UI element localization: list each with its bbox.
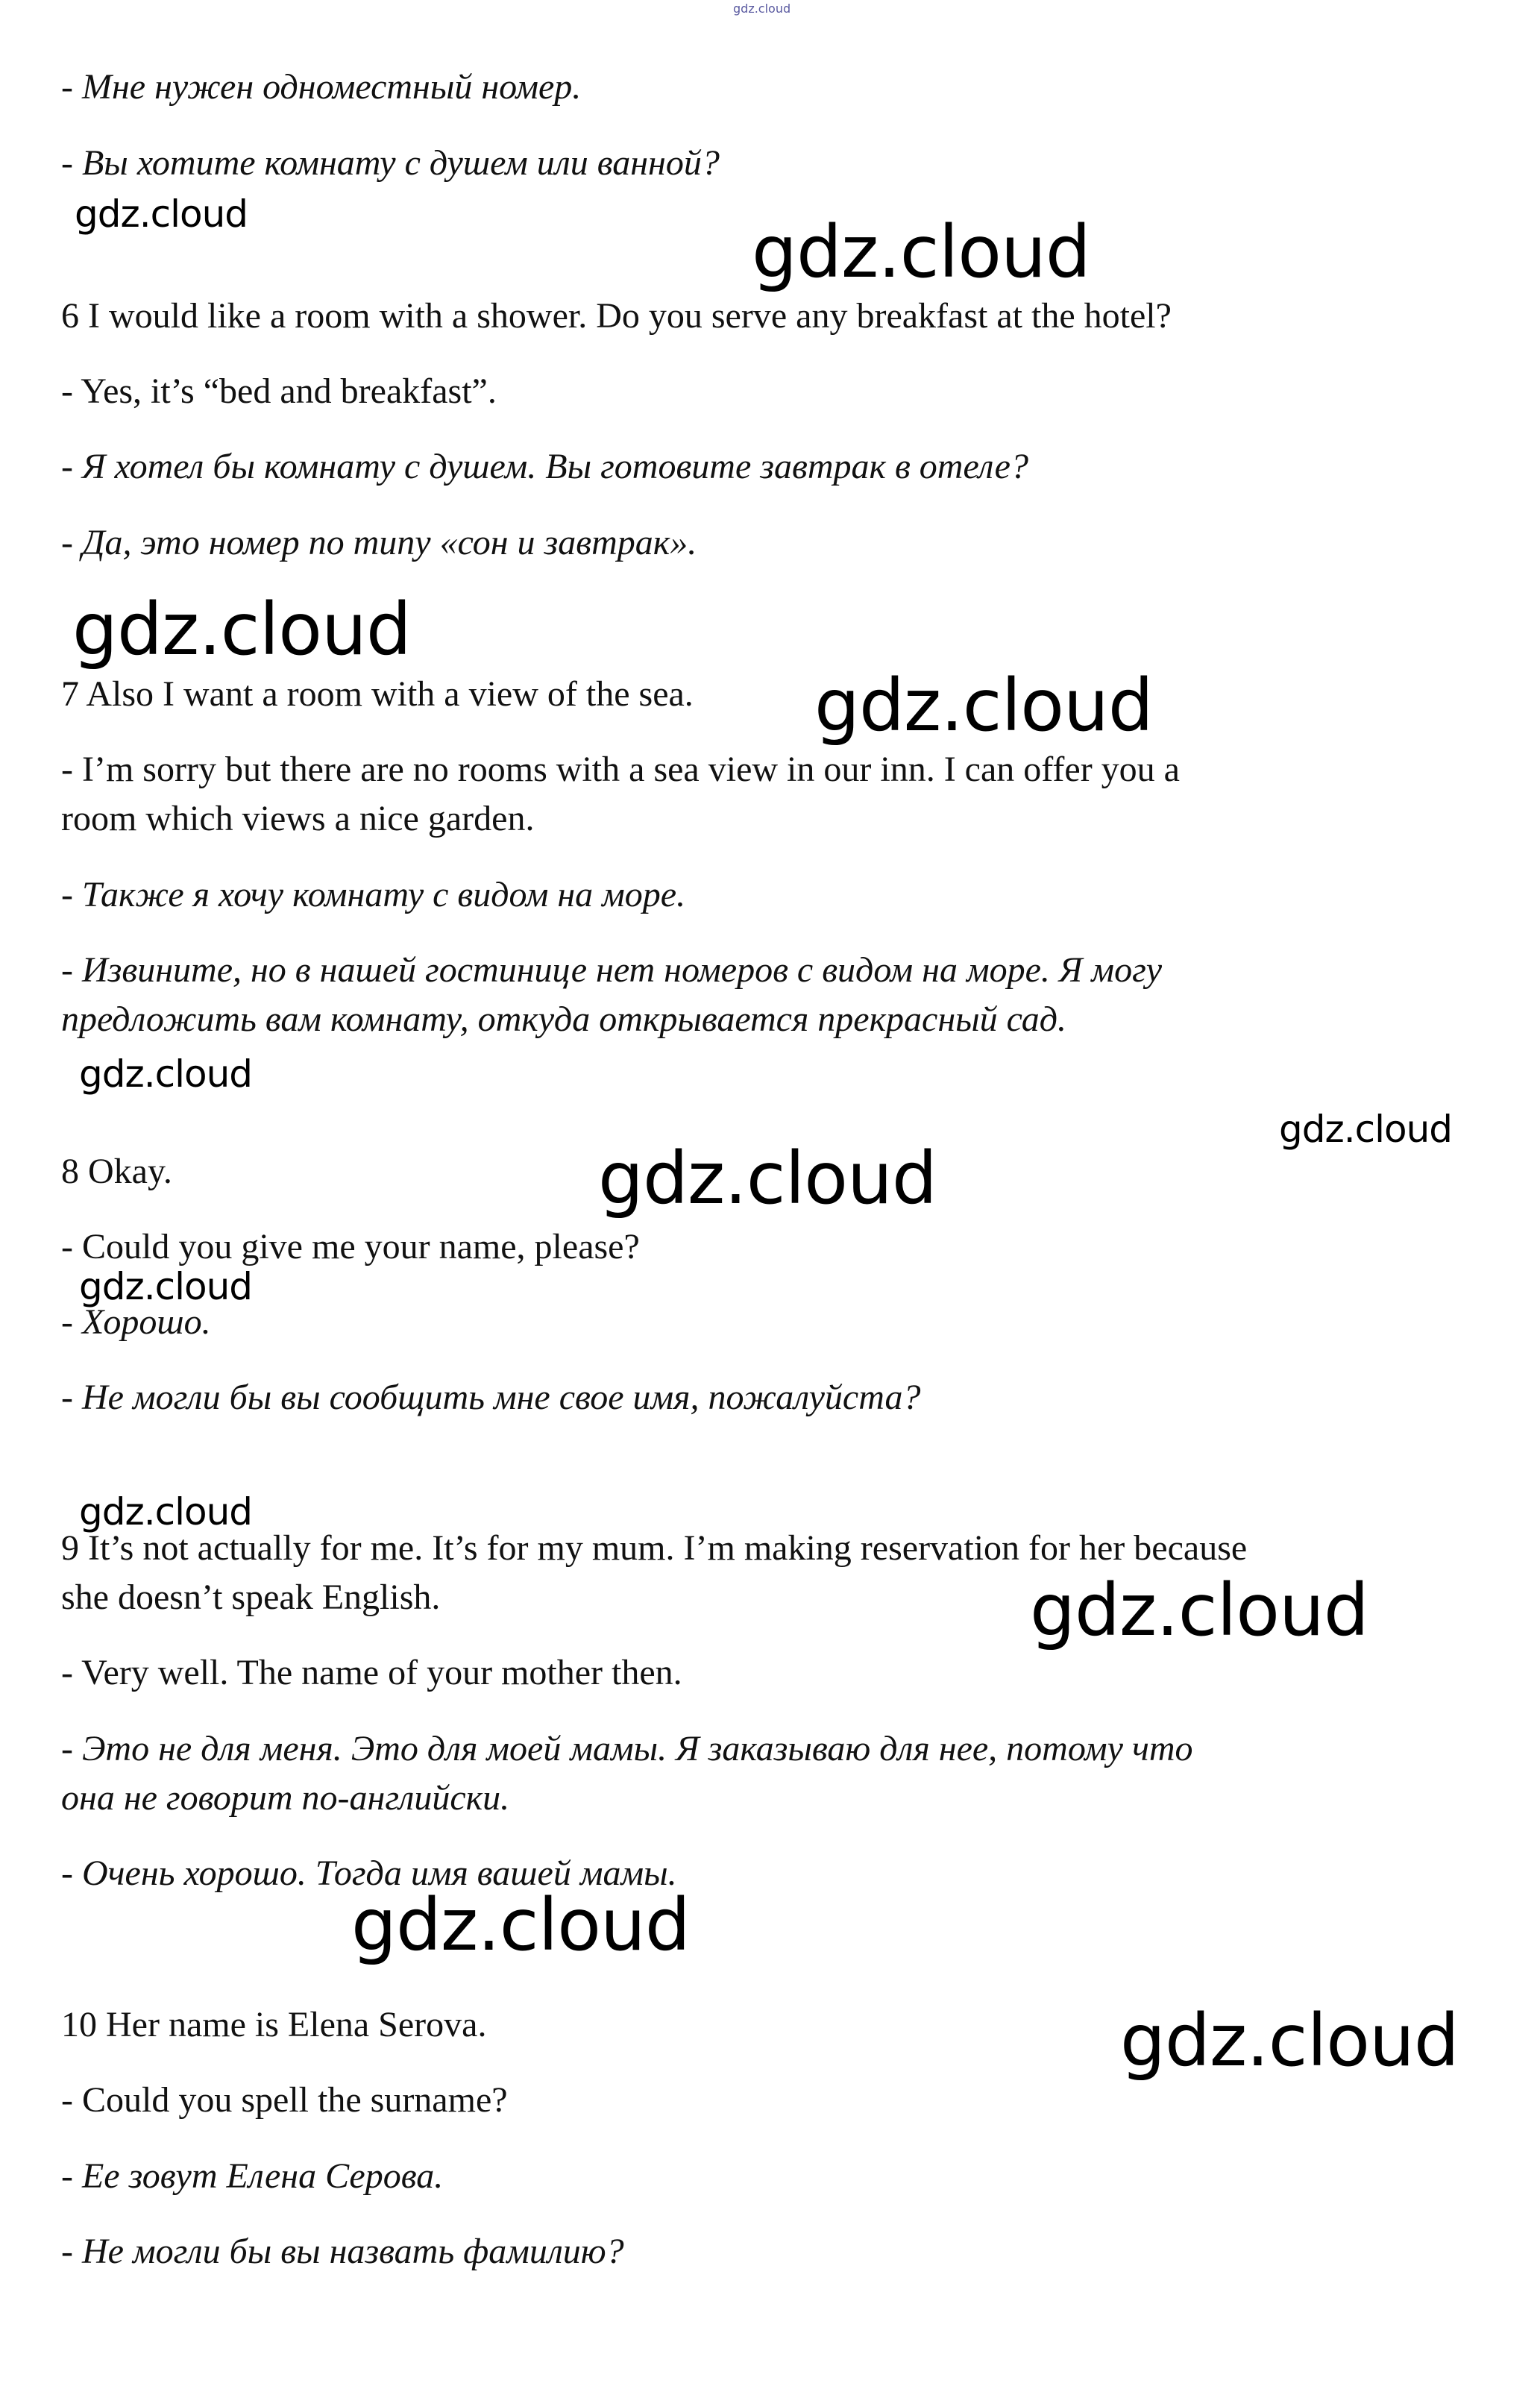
watermark: gdz.cloud [1030,1569,1368,1652]
line-en-spell-surname: - Could you spell the surname? [61,2080,508,2120]
line-en-10-elena: 10 Her name is Elena Serova. [61,2005,487,2044]
line-ru-shower-or-bath: - Вы хотите комнату с душем или ванной? [61,143,720,183]
watermark: gdz.cloud [75,192,248,236]
line-ru-single-room: - Мне нужен одноместный номер. [61,67,582,107]
line-en-7-sea-view: 7 Also I want a room with a view of the sea. [61,674,694,714]
line-ru-no-sea-view-2: предложить вам комнату, откуда открывается прекрасный сад. [61,999,1067,1039]
line-ru-shower-breakfast: - Я хотел бы комнату с душем. Вы готовите завтрак в отеле? [61,447,1028,486]
watermark: gdz.cloud [79,1052,253,1096]
line-en-no-sea-view-1: - I’m sorry but there are no rooms with a sea view in our inn. I can offer you a [61,750,1180,789]
watermark: gdz.cloud [72,588,411,671]
header-watermark: gdz.cloud [733,1,791,16]
line-en-no-sea-view-2: room which views a nice garden. [61,799,535,838]
line-en-give-name: - Could you give me your name, please? [61,1227,640,1266]
watermark: gdz.cloud [79,1490,253,1533]
line-ru-not-for-me-1: - Это не для меня. Это для моей мамы. Я заказываю для нее, потому что [61,1729,1193,1768]
line-ru-give-name: - Не могли бы вы сообщить мне свое имя, пожалуйста? [61,1378,921,1417]
line-en-bed-breakfast: - Yes, it’s “bed and breakfast”. [61,371,497,411]
line-en-8-okay: 8 Okay. [61,1152,172,1191]
watermark: gdz.cloud [814,664,1153,747]
line-ru-no-sea-view-1: - Извините, но в нашей гостинице нет номеров с видом на море. Я могу [61,950,1163,990]
line-ru-sea-view: - Также я хочу комнату с видом на море. [61,875,686,914]
line-ru-not-for-me-2: она не говорит по-английски. [61,1778,510,1818]
line-en-9-not-for-me-2: she doesn’t speak English. [61,1578,441,1617]
line-ru-mother-name: - Очень хорошо. Тогда имя вашей мамы. [61,1853,677,1893]
watermark: gdz.cloud [1279,1108,1453,1151]
watermark: gdz.cloud [1120,1999,1459,2082]
watermark: gdz.cloud [79,1265,253,1308]
watermark: gdz.cloud [598,1137,937,1220]
watermark: gdz.cloud [752,210,1090,294]
line-en-mother-name: - Very well. The name of your mother then. [61,1653,682,1692]
watermark: gdz.cloud [351,1883,690,1967]
line-ru-surname: - Не могли бы вы назвать фамилию? [61,2232,624,2271]
line-en-6-shower: 6 I would like a room with a shower. Do you serve any breakfast at the hotel? [61,296,1172,336]
line-ru-bed-breakfast: - Да, это номер по типу «сон и завтрак». [61,523,697,562]
line-en-9-not-for-me-1: 9 It’s not actually for me. It’s for my mum. I’m making reservation for her because [61,1528,1248,1568]
line-ru-elena: - Ее зовут Елена Серова. [61,2156,444,2196]
line-ru-okay: - Хорошо. [61,1302,211,1342]
